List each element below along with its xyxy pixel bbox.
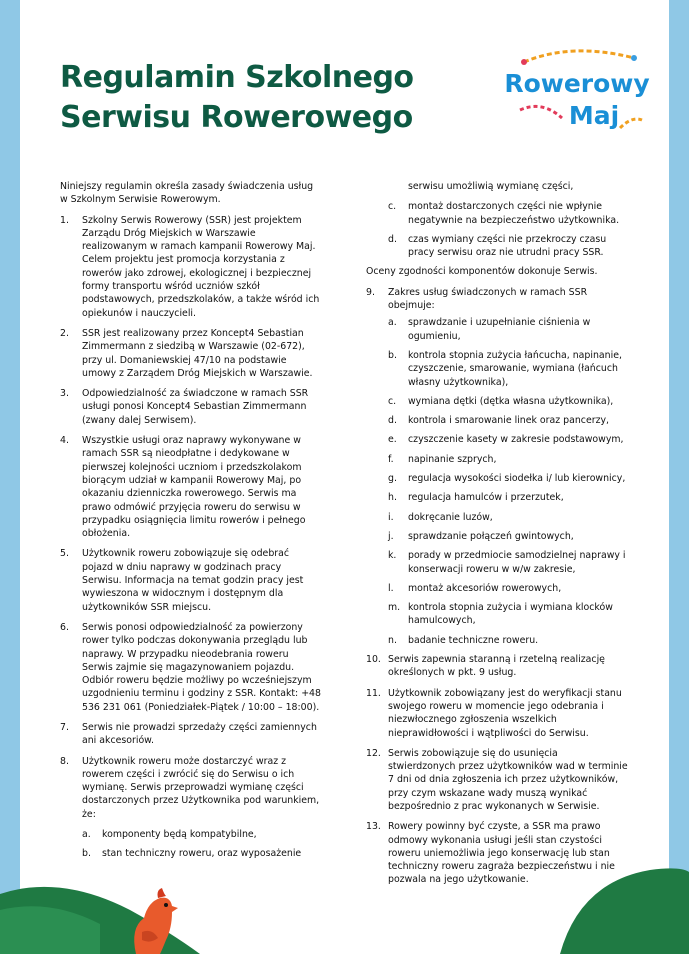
sub-letter: j. bbox=[388, 530, 394, 542]
rule-number: 4. bbox=[60, 435, 69, 447]
rule-number: 7. bbox=[60, 721, 69, 733]
bird-mascot-icon bbox=[122, 888, 182, 954]
sub-text: stan techniczny roweru, oraz wyposażenie bbox=[102, 848, 302, 860]
sub-letter: a. bbox=[82, 829, 91, 841]
sub-item bbox=[388, 233, 628, 260]
right-hill-decoration bbox=[560, 862, 689, 954]
sub-item bbox=[388, 414, 628, 427]
sub-item bbox=[388, 511, 628, 524]
title-line-1: Regulamin Szkolnego bbox=[60, 60, 414, 95]
rule-item bbox=[60, 721, 322, 748]
sub-letter: i. bbox=[388, 511, 394, 523]
rule-text: Użytkownik roweru zobowiązuje się odebrać pojazd w dniu naprawy w godzinach pracy Serwisu. Informacja na temat godzin pracy jest wywieszona w widocznym i dostępnym dla użytkowników SSR miejscu. bbox=[82, 548, 304, 613]
rule-item bbox=[366, 653, 628, 680]
rule-text: Serwis nie prowadzi sprzedaży części zamiennych ani akcesoriów. bbox=[82, 721, 317, 747]
sub-text: badanie techniczne roweru. bbox=[408, 634, 539, 646]
sub-item bbox=[388, 549, 628, 576]
sub-letter: c. bbox=[388, 395, 397, 407]
rule-number: 13. bbox=[366, 821, 381, 833]
right-column bbox=[366, 180, 628, 894]
sub-text: montaż dostarczonych części nie wpłynie negatywnie na bezpieczeństwo użytkownika. bbox=[408, 201, 620, 226]
rule-text: Wszystkie usługi oraz naprawy wykonywane w ramach SSR są nieodpłatne i dedykowane w pierwszej kolejności uczniom i przedszkolakom biorącym udział w kampanii Rowerowy Maj, po okazaniu dzienniczka rowerowego. Serwis ma prawo odmówić przyjęcia roweru do serwisu w przypadku osiągnięcia limitu rowerów i pełnego obłożenia. bbox=[82, 435, 306, 540]
sub-text: porady w przedmiocie samodzielnej naprawy i konserwacji roweru w w/w zakresie, bbox=[408, 550, 626, 575]
rule-text: Użytkownik zobowiązany jest do weryfikacji stanu swojego roweru w momencie jego odebrania i niezwłocznego zgłoszenia wszelkich nieprawidłowości i wątpliwości do Serwisu. bbox=[388, 687, 622, 739]
sub-item bbox=[82, 847, 322, 860]
rule-item bbox=[60, 621, 322, 714]
sub-text: kontrola stopnia zużycia łańcucha, napinanie, czyszczenie, smarowanie, wymiana (łańcuch własny użytkownika), bbox=[408, 349, 622, 388]
sub-letter: g. bbox=[388, 473, 397, 485]
rule-number: 6. bbox=[60, 621, 69, 633]
rule-number: 9. bbox=[366, 286, 375, 298]
rule-number: 3. bbox=[60, 388, 69, 400]
logo-line-1: Rowerowy bbox=[504, 69, 650, 98]
document-page bbox=[20, 0, 669, 954]
sub-text: kontrola i smarowanie linek oraz pancerzy, bbox=[408, 415, 610, 427]
sub-text: regulacja wysokości siodełka i/ lub kierownicy, bbox=[408, 473, 626, 485]
sub-text: sprawdzanie połączeń gwintowych, bbox=[408, 530, 574, 542]
sub-letter: e. bbox=[388, 434, 397, 446]
sub-item bbox=[388, 316, 628, 343]
rule-item bbox=[366, 747, 628, 813]
left-column bbox=[60, 180, 322, 867]
evaluation-text: Oceny zgodności komponentów dokonuje Serwis. bbox=[366, 266, 598, 278]
rule-text: Rowery powinny być czyste, a SSR ma prawo odmowy wykonania usługi jeśli stan czystości roweru uniemożliwia jego konserwację lub stan techniczny roweru zagraża bezpieczeństwu i nie pozwala na jego użytkowanie. bbox=[388, 821, 615, 886]
rowerowy-maj-logo bbox=[502, 40, 652, 140]
rule-text: Serwis zapewnia staranną i rzetelną realizację określonych w pkt. 9 usług. bbox=[388, 654, 605, 679]
sub-item bbox=[388, 601, 628, 628]
sub-letter: a. bbox=[388, 317, 397, 329]
rule-text: Odpowiedzialność za świadczone w ramach SSR usługi ponosi Koncept4 Sebastian Zimmermann (zwany dalej Serwisem). bbox=[82, 388, 309, 426]
sub-item bbox=[388, 349, 628, 389]
sub-text: montaż akcesoriów rowerowych, bbox=[408, 582, 562, 594]
sub-letter: b. bbox=[82, 848, 91, 860]
sub-text: kontrola stopnia zużycia i wymiana klocków hamulcowych, bbox=[408, 602, 613, 627]
sub-letter: n. bbox=[388, 634, 397, 646]
sub-item bbox=[388, 582, 628, 595]
rule-item bbox=[366, 286, 628, 313]
rule-text: Użytkownik roweru może dostarczyć wraz z rowerem części i zwrócić się do Serwisu o ich wymianę. Serwis przeprowadzi wymianę części dostarczonych przez Użytkownika pod warunkiem, że: bbox=[82, 755, 320, 820]
sub-item bbox=[388, 530, 628, 543]
rule-number: 8. bbox=[60, 755, 69, 767]
rule-number: 1. bbox=[60, 214, 69, 226]
sub-text: dokręcanie luzów, bbox=[408, 511, 493, 523]
title-line-2: Serwisu Rowerowego bbox=[60, 100, 413, 135]
sub-text: komponenty będą kompatybilne, bbox=[102, 829, 257, 841]
rule-number: 11. bbox=[366, 687, 381, 699]
sub-letter: m. bbox=[388, 602, 401, 614]
sub-text: czas wymiany części nie przekroczy czasu pracy serwisu oraz nie utrudni pracy SSR. bbox=[408, 233, 607, 259]
sub-letter: b. bbox=[388, 349, 397, 361]
rule-number: 10. bbox=[366, 654, 381, 666]
rule-number: 2. bbox=[60, 327, 69, 339]
sub-text: czyszczenie kasety w zakresie podstawowym, bbox=[408, 434, 624, 446]
page-title bbox=[60, 58, 460, 138]
sub-letter: f. bbox=[388, 453, 394, 465]
rule-text: SSR jest realizowany przez Koncept4 Sebastian Zimmermann z siedzibą w Warszawie (02-672), przy ul. Domaniewskiej 47/10 na podstawie umowy z Zarządem Dróg Miejskich w Warszawie. bbox=[82, 327, 313, 379]
sub-letter: d. bbox=[388, 233, 397, 245]
rule-item bbox=[60, 327, 322, 380]
sub-item bbox=[388, 433, 628, 446]
sub-letter: h. bbox=[388, 492, 397, 504]
rule-text: Zakres usług świadczonych w ramach SSR obejmuje: bbox=[388, 286, 588, 312]
rule-item bbox=[60, 547, 322, 613]
rule-item bbox=[60, 434, 322, 540]
sub-letter: d. bbox=[388, 415, 397, 427]
sub-letter: c. bbox=[388, 201, 397, 213]
sub-letter: l. bbox=[388, 582, 394, 594]
sub-letter: k. bbox=[388, 550, 397, 562]
sub-item bbox=[388, 200, 628, 227]
intro-text: Niniejszy regulamin określa zasady świadczenia usług w Szkolnym Serwisie Rowerowym. bbox=[60, 181, 314, 206]
rule-number: 5. bbox=[60, 548, 69, 560]
rule-number: 12. bbox=[366, 747, 381, 759]
sub-text: sprawdzanie i uzupełnianie ciśnienia w ogumieniu, bbox=[408, 317, 591, 342]
sub-text: regulacja hamulców i przerzutek, bbox=[408, 492, 564, 504]
rule-item bbox=[366, 687, 628, 740]
sub-item bbox=[388, 491, 628, 504]
sub-item bbox=[82, 828, 322, 841]
sub-text: wymiana dętki (dętka własna użytkownika), bbox=[408, 395, 614, 407]
rule-text: Serwis ponosi odpowiedzialność za powierzony rower tylko podczas dokonywania przeglądu lub naprawy. W przypadku nieodebrania roweru Serwis zajmie się magazynowaniem pojazdu. Odbiór roweru będzie możliwy po wcześniejszym uzgodnieniu terminu i godziny z SSR. Kontakt: +48 536 231 061 (Poniedziałek-Piątek / 10:00 – 18:00). bbox=[82, 621, 321, 713]
sub-item bbox=[388, 472, 628, 485]
rule-text: Serwis zobowiązuje się do usunięcia stwierdzonych przez użytkowników wad w terminie 7 dni od dnia zgłoszenia ich przez użytkowników, przy czym wskazane wady muszą wynikać bezpośrednio z prac wykonanych w Serwisie. bbox=[388, 747, 628, 812]
rule-item bbox=[60, 387, 322, 427]
rule-item bbox=[60, 214, 322, 320]
sub-item bbox=[388, 395, 628, 408]
sub-item bbox=[388, 634, 628, 647]
sub-item bbox=[388, 453, 628, 466]
rule-text: Szkolny Serwis Rowerowy (SSR) jest projektem Zarządu Dróg Miejskich w Warszawie realizowanym w ramach kampanii Rowerowy Maj. Celem projektu jest promocja korzystania z rowerów jako zdrowej, ekologicznej i bezpiecznej formy transportu wśród uczniów szkół podstawowych, przedszkolaków, a także wśród ich opiekunów i nauczycieli. bbox=[82, 214, 320, 319]
logo-line-2: Maj bbox=[568, 101, 620, 130]
sub-text: napinanie szprych, bbox=[408, 453, 497, 465]
continued-text: serwisu umożliwią wymianę części, bbox=[408, 181, 574, 192]
rule-item bbox=[60, 755, 322, 821]
